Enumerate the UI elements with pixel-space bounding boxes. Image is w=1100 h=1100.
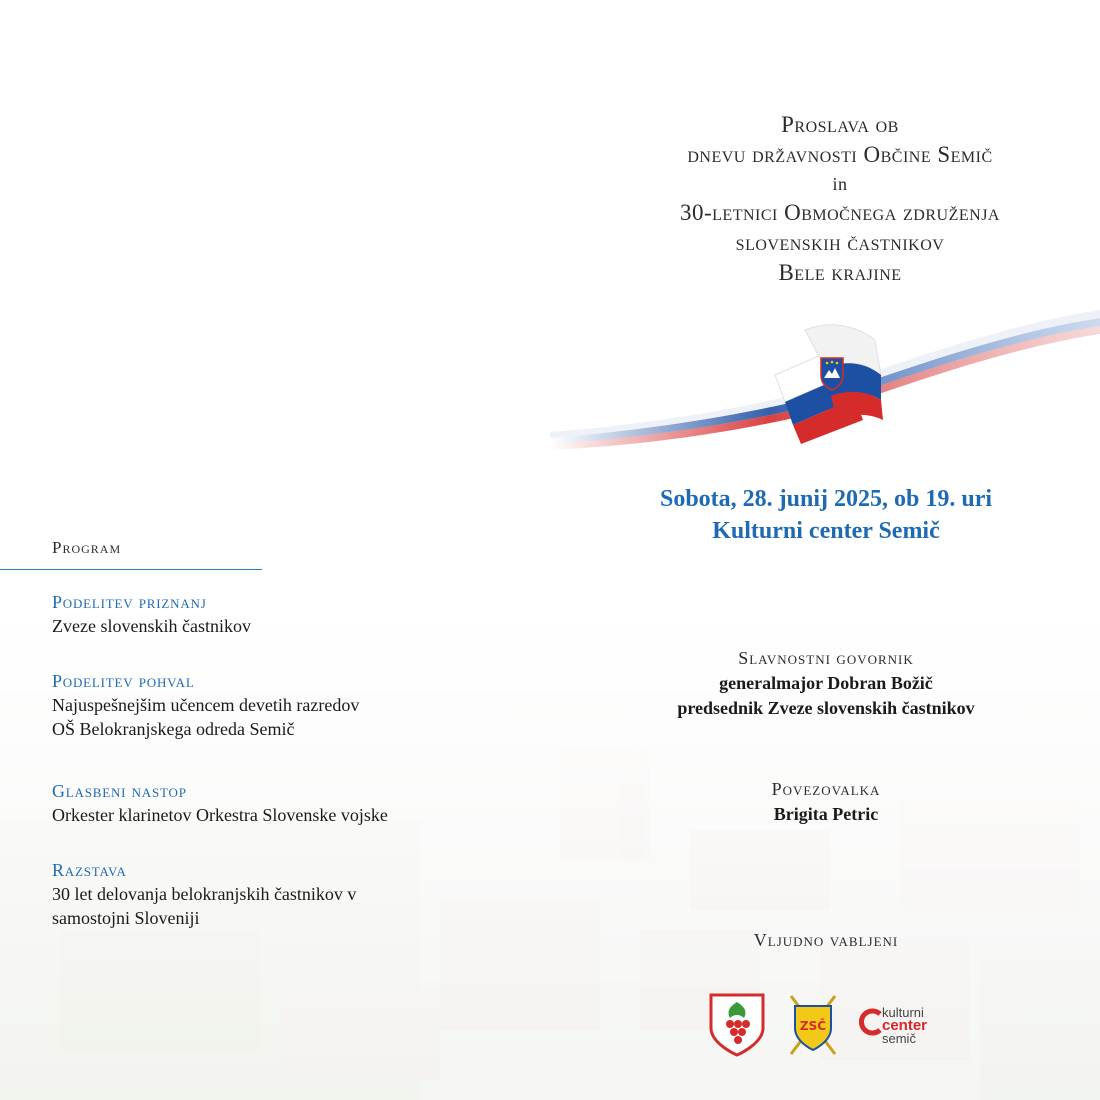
semic-coat-of-arms-icon: [708, 992, 766, 1058]
program-item-text: Orkester klarinetov Orkestra Slovenske vojske: [52, 805, 388, 825]
host-heading: Povezovalka: [771, 779, 881, 799]
title-line-2: dnevu državnosti Občine Semič: [687, 142, 993, 167]
event-title: [560, 110, 1100, 288]
program-item-text: Najuspešnejšim učencem devetih razredov: [52, 695, 360, 715]
program-item-title: Podelitev priznanj: [52, 592, 207, 612]
invitation-text: Vljudno vabljeni: [753, 930, 899, 950]
host-name: Brigita Petric: [773, 804, 879, 824]
zsc-emblem-icon: [785, 992, 841, 1058]
svg-text:ZSČ: ZSČ: [799, 1019, 827, 1033]
culture-center-line-1: kulturni: [882, 1005, 924, 1020]
speaker-heading: Slavnostni govornik: [738, 648, 914, 668]
program-item-text: Zveze slovenskih častnikov: [52, 616, 251, 636]
speaker-role: predsednik Zveze slovenskih častnikov: [677, 698, 975, 718]
program-item-title: Podelitev pohval: [52, 671, 195, 691]
culture-center-line-3: semič: [882, 1031, 916, 1046]
event-venue: Kulturni center Semič: [712, 518, 940, 544]
program-item: [52, 669, 532, 741]
program-heading: Program: [52, 538, 122, 557]
program-item-title: Razstava: [52, 860, 127, 880]
culture-center-line-2: center: [882, 1017, 928, 1034]
keynote-speaker: [560, 645, 1092, 721]
culture-center-c-icon: [858, 1008, 884, 1036]
sponsor-logos: [700, 990, 960, 1060]
program-item-title: Glasbeni nastop: [52, 781, 187, 801]
title-line-1: Proslava ob: [781, 112, 899, 137]
event-date-venue: [560, 483, 1092, 547]
title-line-4: 30-letnici Območnega združenja: [680, 200, 1000, 225]
event-date: Sobota, 28. junij 2025, ob 19. uri: [659, 486, 993, 512]
speaker-name: generalmajor Dobran Božič: [719, 673, 933, 693]
title-line-5: slovenskih častnikov: [735, 230, 945, 255]
program-item-text: samostojni Sloveniji: [52, 908, 200, 928]
title-line-3: in: [832, 174, 848, 194]
slovenian-flag-ribbon: [550, 310, 1100, 450]
program-item-text: 30 let delovanja belokranjskih častnikov v: [52, 884, 357, 904]
invitation: [560, 927, 1092, 953]
host: [560, 776, 1092, 827]
title-line-6: Bele krajine: [778, 260, 902, 285]
program-item-text: OŠ Belokranjskega odreda Semič: [52, 719, 295, 739]
program-item: [52, 590, 532, 638]
program-item: [52, 779, 532, 827]
program-item: [52, 858, 532, 930]
program-divider: [0, 569, 262, 570]
